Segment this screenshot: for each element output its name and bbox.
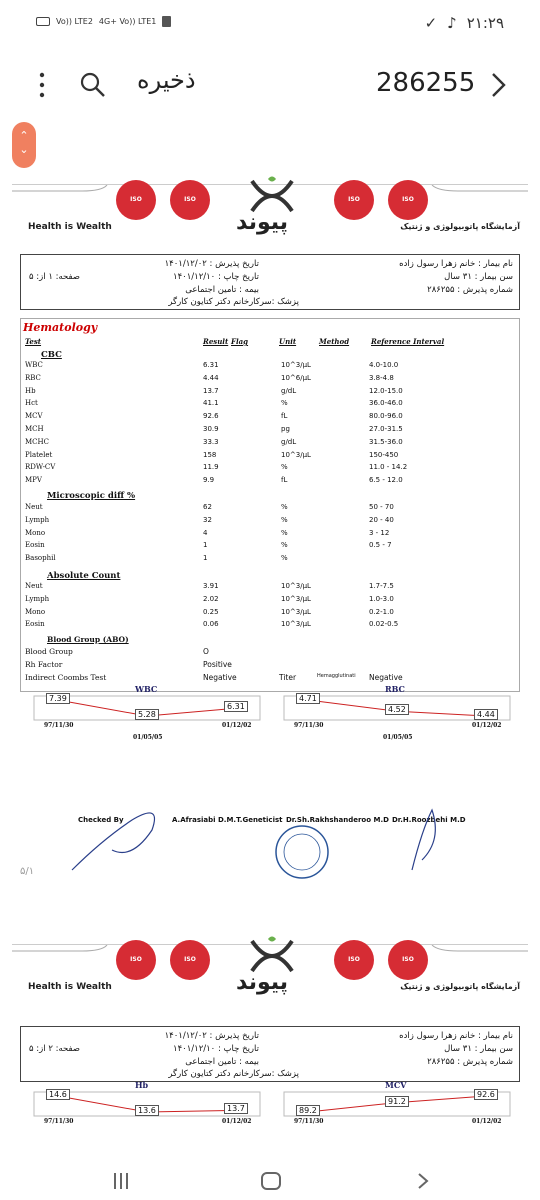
data-label: 5.28	[135, 709, 159, 720]
data-label: 13.7	[224, 1103, 248, 1114]
save-button[interactable]: ذخیره	[137, 66, 196, 94]
test-name: MPV	[25, 476, 42, 485]
test-ref: 80.0-96.0	[369, 412, 403, 421]
table-row	[21, 425, 521, 437]
insurance: بیمه : تامین اجتماعی	[185, 1057, 259, 1067]
mcv-trend-chart	[282, 1080, 512, 1138]
test-unit: %	[281, 503, 288, 511]
test-result: 4	[203, 528, 208, 537]
logo-text: پیوند	[236, 970, 289, 995]
test-name: Neut	[25, 582, 43, 590]
x-tick-label: 97/11/30	[294, 722, 324, 729]
table-row	[21, 476, 521, 488]
iso-10004-seal: ISO 10004:2018	[334, 180, 374, 220]
test-unit: %	[281, 554, 288, 563]
test-result: 1	[203, 541, 208, 550]
test-result: 32	[203, 515, 212, 524]
table-row	[21, 554, 521, 566]
test-method: Hemagglutinati	[317, 673, 356, 679]
x-tick-label: 01/12/02	[222, 722, 252, 729]
patient-age: سن بیمار : ۳۱ سال	[444, 272, 513, 282]
cbc-title: CBC	[41, 350, 62, 360]
blood-title: Blood Group (ABO)	[47, 635, 129, 644]
scroll-nav-button[interactable]	[12, 122, 36, 168]
test-name: Blood Group	[25, 647, 73, 656]
test-ref: 36.0-46.0	[369, 399, 403, 408]
status-bar	[0, 0, 540, 50]
chevron-up-icon: ⌃	[19, 129, 29, 142]
data-label: 91.2	[385, 1096, 409, 1107]
test-result: 4.44	[203, 373, 219, 382]
table-row	[21, 516, 521, 528]
clock: ۲۱:۲۹	[466, 14, 504, 32]
signatory-1: A.Afrasiabi D.M.T.Geneticist	[172, 816, 283, 824]
test-unit: Titer	[279, 673, 297, 682]
test-unit: 10^3/µL	[281, 450, 311, 459]
table-row	[21, 529, 521, 541]
chevron-down-icon: ⌄	[19, 143, 29, 156]
test-ref: 50 - 70	[369, 503, 394, 511]
network-1: Vo)) LTE2	[56, 17, 93, 26]
test-ref: 1.7-7.5	[369, 582, 394, 590]
print-date: تاریخ چاپ : ۱۴۰۱/۱۲/۱۰	[173, 1044, 259, 1054]
test-result: 9.9	[203, 476, 215, 485]
col-result: Result	[203, 337, 229, 346]
signatory-2: Dr.Sh.Rakhshanderoo M.D	[286, 816, 389, 824]
iso-10002-seal: ISO 10002:2018	[170, 940, 210, 980]
table-row	[21, 608, 521, 620]
col-unit: Unit	[279, 337, 297, 346]
lab-name: آزمایشگاه پاتوبیولوژی و ژنتیک	[400, 982, 520, 991]
iso-9001-seal: ISO 9001:2015	[116, 180, 156, 220]
admit-date: تاریخ پذیرش : ۱۴۰۱/۱۲/۰۲	[164, 259, 259, 269]
test-unit: %	[281, 463, 288, 472]
test-result: 1	[203, 554, 208, 563]
test-name: MCHC	[25, 437, 49, 446]
page-of: صفحه: ۱ از: ۵	[29, 272, 81, 282]
hematology-results	[20, 318, 520, 692]
test-result: 41.1	[203, 399, 219, 408]
iso-9001-seal: ISO 9001:2015	[116, 940, 156, 980]
test-result: 0.25	[203, 607, 219, 616]
record-number: شماره پذیرش : ۲۸۶۲۵۵	[427, 1057, 513, 1067]
table-row	[21, 463, 521, 475]
table-row	[21, 660, 521, 672]
table-row	[21, 387, 521, 399]
x-tick-label: 97/11/30	[44, 722, 74, 729]
table-row	[21, 503, 521, 515]
test-ref: 6.5 - 12.0	[369, 476, 403, 485]
signatory-3: Dr.H.Roozbehi M.D	[392, 816, 466, 824]
back-chevron-icon[interactable]	[488, 72, 508, 98]
system-nav-bar	[0, 1160, 540, 1200]
diff-title: Microscopic diff %	[47, 491, 136, 501]
test-ref: 4.0-10.0	[369, 361, 399, 369]
test-unit: 10^6/µL	[281, 373, 311, 382]
test-result: 11.9	[203, 463, 219, 472]
rbc-trend-chart	[282, 684, 512, 742]
test-result: 92.6	[203, 412, 219, 421]
download-done-icon: ✓	[424, 14, 438, 32]
test-name: Indirect Coombs Test	[25, 673, 107, 682]
test-unit: 10^3/µL	[281, 620, 311, 629]
section-title: Hematology	[23, 321, 98, 334]
x-tick-label: 01/05/05	[383, 734, 413, 741]
test-name: WBC	[25, 361, 43, 369]
test-result: 3.91	[203, 582, 219, 590]
signature-scribbles	[12, 800, 528, 880]
wbc-trend-chart	[32, 684, 262, 742]
table-row	[21, 438, 521, 450]
top-toolbar	[0, 50, 540, 120]
table-row	[21, 374, 521, 386]
page-marker: ۵/۱	[20, 866, 35, 877]
logo-text: پیوند	[236, 210, 289, 235]
test-unit: %	[281, 541, 288, 550]
test-ref: 27.0-31.5	[369, 425, 403, 433]
test-name: Eosin	[25, 620, 45, 629]
test-unit: g/dL	[281, 386, 297, 395]
test-unit: %	[281, 515, 288, 524]
test-name: Mono	[25, 528, 46, 537]
test-name: RBC	[25, 373, 41, 382]
patient-info-box	[20, 254, 520, 310]
test-result: Negative	[203, 673, 237, 682]
slogan: Health is Wealth	[28, 982, 112, 992]
back-icon[interactable]	[416, 1172, 430, 1190]
test-name: Lymph	[25, 515, 50, 524]
checked-by-label: Checked By	[78, 816, 124, 824]
test-name: Neut	[25, 503, 43, 511]
test-name: Rh Factor	[25, 660, 63, 669]
test-unit: %	[281, 399, 288, 408]
iso-10004-seal: ISO 10004:2018	[334, 940, 374, 980]
test-unit: fL	[281, 476, 288, 485]
patient-name: نام بیمار : خانم زهرا رسول زاده	[399, 1031, 513, 1041]
test-ref: 31.5-36.0	[369, 437, 403, 446]
table-row	[21, 647, 521, 659]
x-tick-label: 01/12/02	[472, 1118, 502, 1125]
iso-45001-seal: ISO 45001:2018	[388, 180, 428, 220]
hb-trend-chart	[32, 1080, 262, 1138]
table-row	[21, 361, 521, 373]
test-ref: 20 - 40	[369, 515, 394, 524]
test-ref: 3.8-4.8	[369, 373, 394, 382]
x-tick-label: 01/12/02	[472, 722, 502, 729]
test-unit: %	[281, 528, 288, 537]
record-number: شماره پذیرش : ۲۸۶۲۵۵	[427, 285, 513, 295]
test-name: Basophil	[25, 554, 56, 563]
test-ref: Negative	[369, 673, 403, 682]
slogan: Health is Wealth	[28, 222, 112, 232]
patient-name: نام بیمار : خانم زهرا رسول زاده	[399, 259, 513, 269]
patient-info-box	[20, 1026, 520, 1082]
test-result: 2.02	[203, 594, 219, 603]
x-tick-label: 97/11/30	[294, 1118, 324, 1125]
x-tick-label: 97/11/30	[44, 1118, 74, 1125]
page-of: صفحه: ۲ از: ۵	[29, 1044, 81, 1054]
print-date: تاریخ چاپ : ۱۴۰۱/۱۲/۱۰	[173, 272, 259, 282]
data-label: 7.39	[46, 693, 70, 704]
test-ref: 11.0 - 14.2	[369, 463, 408, 472]
x-tick-label: 01/12/02	[222, 1118, 252, 1125]
table-row	[21, 595, 521, 607]
test-ref: 12.0-15.0	[369, 386, 403, 395]
data-label: 4.52	[385, 704, 409, 715]
status-right	[425, 14, 504, 32]
doctor: پزشک :سرکارخانم دکتر کتایون کارگر	[168, 297, 299, 307]
test-result: Positive	[203, 660, 232, 669]
patient-age: سن بیمار : ۳۱ سال	[444, 1044, 513, 1054]
col-ref: Reference Interval	[371, 337, 445, 346]
test-ref: 0.5 - 7	[369, 541, 392, 550]
test-unit: g/dL	[281, 437, 297, 446]
test-name: Mono	[25, 607, 46, 616]
table-row	[21, 620, 521, 632]
status-left	[36, 16, 171, 27]
test-unit: pg	[281, 425, 290, 433]
recent-apps-icon[interactable]	[112, 1172, 130, 1190]
abs-title: Absolute Count	[47, 571, 121, 581]
storage-icon	[162, 16, 171, 27]
data-label: 13.6	[135, 1105, 159, 1116]
test-ref: 0.2-1.0	[369, 607, 394, 616]
col-method: Method	[319, 337, 350, 346]
table-row	[21, 451, 521, 463]
chart-title: RBC	[385, 684, 405, 694]
test-name: MCH	[25, 425, 44, 433]
test-name: Hb	[25, 386, 36, 395]
test-unit: 10^3/µL	[281, 361, 311, 369]
col-flag: Flag	[231, 337, 249, 346]
test-result: O	[203, 647, 209, 656]
data-label: 6.31	[224, 701, 248, 712]
table-row	[21, 673, 521, 685]
test-name: Platelet	[25, 450, 53, 459]
test-unit: 10^3/µL	[281, 594, 311, 603]
test-unit: 10^3/µL	[281, 582, 311, 590]
test-name: Lymph	[25, 594, 50, 603]
test-unit: 10^3/µL	[281, 607, 311, 616]
document-title: 286255	[376, 68, 476, 98]
data-label: 4.44	[474, 709, 498, 720]
data-label: 14.6	[46, 1089, 70, 1100]
test-result: 158	[203, 450, 217, 459]
lab-logo	[232, 936, 312, 1000]
test-result: 30.9	[203, 425, 219, 433]
chart-title: Hb	[135, 1080, 149, 1090]
table-row	[21, 582, 521, 594]
doctor: پزشک :سرکارخانم دکتر کتایون کارگر	[168, 1069, 299, 1079]
test-name: Eosin	[25, 541, 45, 550]
report-page-1	[12, 170, 528, 890]
test-name: MCV	[25, 412, 43, 421]
chart-title: WBC	[135, 684, 158, 694]
x-tick-label: 01/05/05	[133, 734, 163, 741]
search-icon[interactable]	[80, 72, 106, 98]
battery-saver-icon	[36, 17, 50, 26]
test-ref: 150-450	[369, 450, 399, 459]
more-options-icon[interactable]	[38, 70, 46, 100]
lab-name: آزمایشگاه پاتوبیولوژی و ژنتیک	[400, 222, 520, 231]
test-result: 33.3	[203, 437, 219, 446]
tiktok-icon: ♪	[447, 14, 457, 32]
test-result: 0.06	[203, 620, 219, 629]
table-row	[21, 412, 521, 424]
iso-10002-seal: ISO 10002:2018	[170, 180, 210, 220]
report-page-2	[12, 930, 528, 1160]
insurance: بیمه : تامین اجتماعی	[185, 285, 259, 295]
home-button[interactable]	[261, 1172, 281, 1190]
test-name: Hct	[25, 399, 38, 408]
test-result: 6.31	[203, 361, 219, 369]
network-2: 4G+ Vo)) LTE1	[98, 17, 157, 26]
data-label: 89.2	[296, 1105, 320, 1116]
test-name: RDW-CV	[25, 463, 56, 472]
table-row	[21, 399, 521, 411]
table-row	[21, 541, 521, 553]
iso-45001-seal: ISO 45001:2018	[388, 940, 428, 980]
test-unit: fL	[281, 412, 288, 421]
data-label: 4.71	[296, 693, 320, 704]
data-label: 92.6	[474, 1089, 498, 1100]
col-test: Test	[25, 337, 42, 346]
test-result: 62	[203, 503, 212, 511]
test-ref: 1.0-3.0	[369, 594, 394, 603]
test-ref: 3 - 12	[369, 528, 390, 537]
test-result: 13.7	[203, 386, 219, 395]
lab-logo	[232, 176, 312, 240]
test-ref: 0.02-0.5	[369, 620, 399, 629]
chart-title: MCV	[385, 1080, 407, 1090]
admit-date: تاریخ پذیرش : ۱۴۰۱/۱۲/۰۲	[164, 1031, 259, 1041]
signatures	[12, 800, 528, 880]
